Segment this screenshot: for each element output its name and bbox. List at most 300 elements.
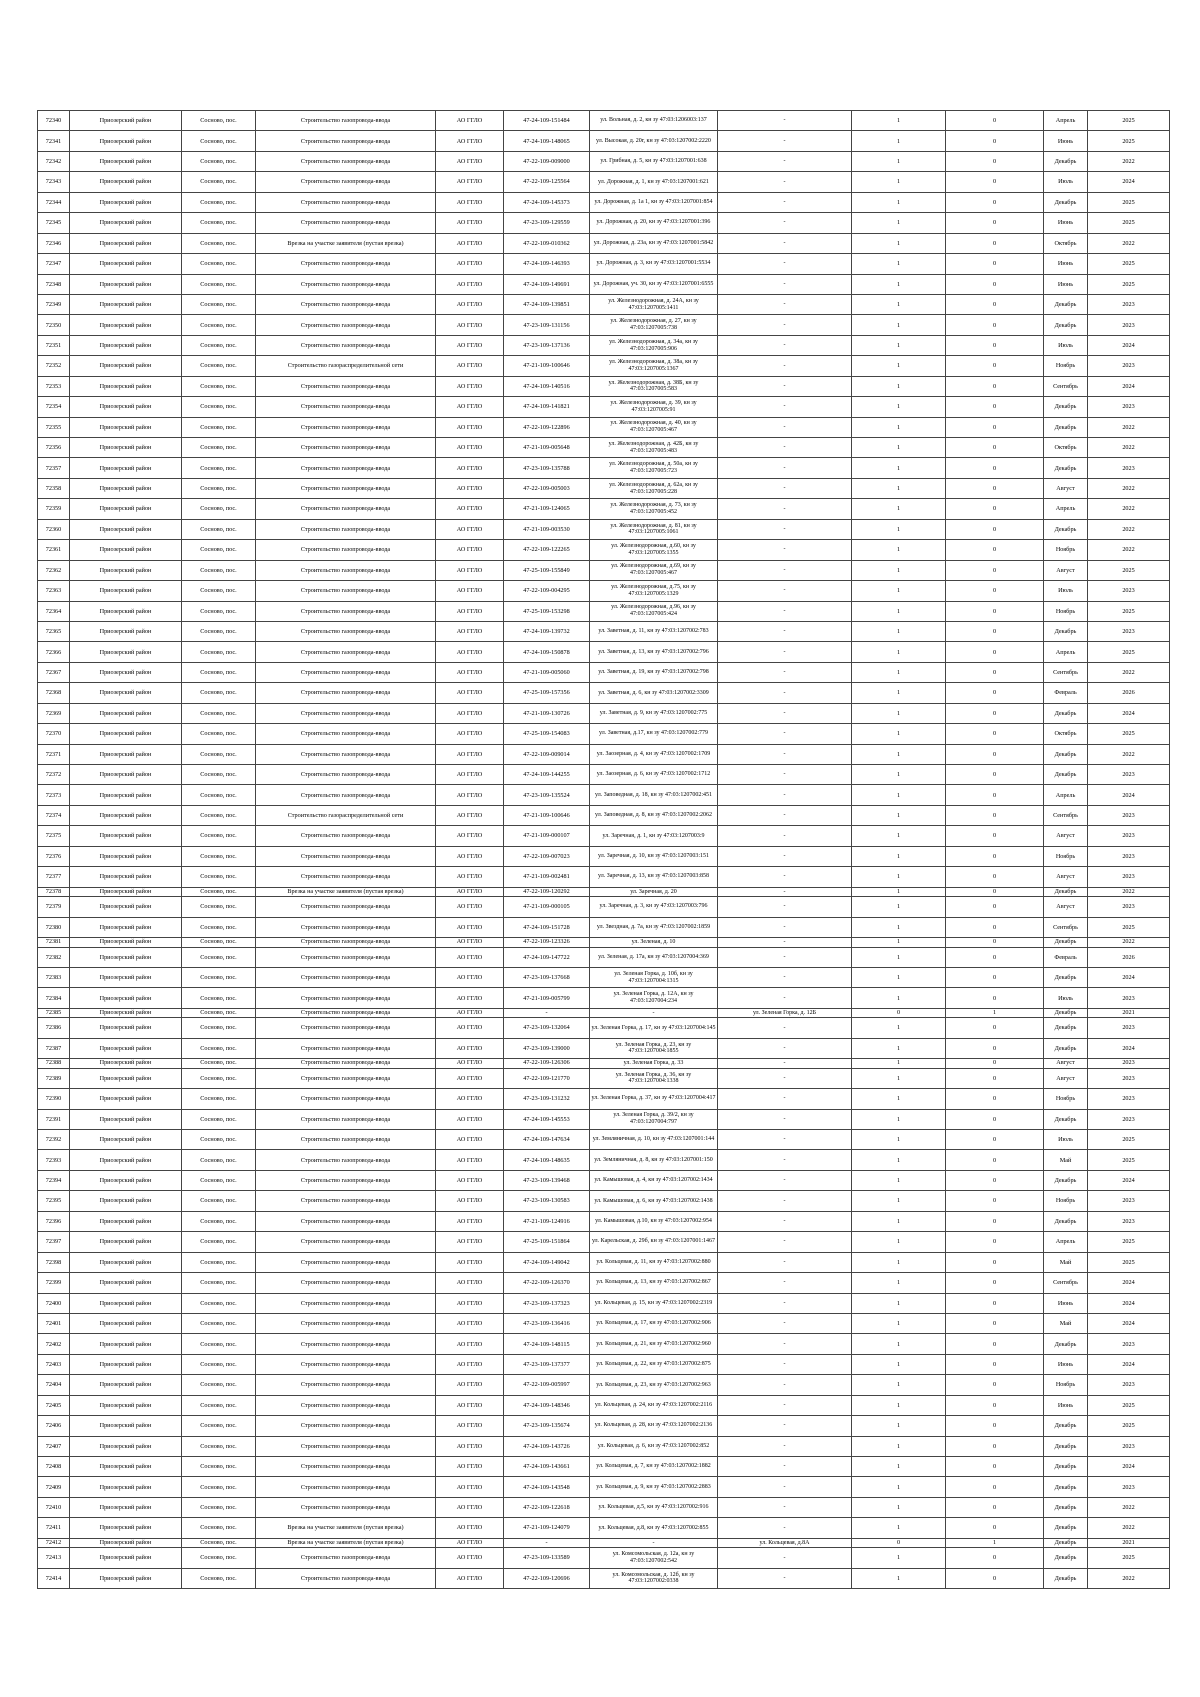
cell-address-alt: -	[718, 1089, 852, 1109]
cell-year: 2023	[1088, 805, 1170, 825]
cell-work-type: Строительство газопровода-ввода	[256, 1477, 436, 1497]
cell-year: 2025	[1088, 111, 1170, 131]
cell-month: Август	[1044, 478, 1088, 498]
cell-address-alt: -	[718, 1232, 852, 1252]
cell-address-cadastral: ул. Камышовая, д. 4, кн зу 47:03:1207002:1434	[590, 1170, 718, 1190]
cell-year: 2022	[1088, 499, 1170, 519]
cell-application-number: 47-25-109-157356	[504, 683, 590, 703]
cell-organization: АО ГГЛО	[436, 1150, 504, 1170]
cell-address-alt: -	[718, 1477, 852, 1497]
cell-record-id: 72354	[38, 397, 70, 417]
cell-count-b: 0	[946, 294, 1044, 314]
cell-settlement: Сосново, пос.	[182, 315, 256, 335]
cell-record-id: 72378	[38, 887, 70, 897]
cell-organization: АО ГГЛО	[436, 744, 504, 764]
cell-address-alt: -	[718, 1191, 852, 1211]
cell-month: Декабрь	[1044, 1548, 1088, 1568]
cell-settlement: Сосново, пос.	[182, 1150, 256, 1170]
cell-work-type: Строительство газопровода-ввода	[256, 397, 436, 417]
table-row	[38, 560, 1170, 580]
cell-application-number: 47-23-109-135674	[504, 1416, 590, 1436]
cell-year: 2022	[1088, 744, 1170, 764]
cell-settlement: Сосново, пос.	[182, 867, 256, 887]
cell-settlement: Сосново, пос.	[182, 417, 256, 437]
cell-work-type: Строительство газопровода-ввода	[256, 1568, 436, 1588]
cell-record-id: 72393	[38, 1150, 70, 1170]
cell-count-a: 1	[852, 805, 946, 825]
cell-count-b: 0	[946, 1457, 1044, 1477]
cell-district: Приозерский район	[70, 683, 182, 703]
cell-settlement: Сосново, пос.	[182, 1170, 256, 1190]
cell-month: Декабрь	[1044, 294, 1088, 314]
cell-settlement: Сосново, пос.	[182, 826, 256, 846]
cell-month: Июнь	[1044, 1354, 1088, 1374]
cell-record-id: 72347	[38, 254, 70, 274]
cell-organization: АО ГГЛО	[436, 887, 504, 897]
cell-count-a: 1	[852, 1059, 946, 1069]
cell-work-type: Строительство газопровода-ввода	[256, 1252, 436, 1272]
cell-count-a: 1	[852, 1334, 946, 1354]
cell-record-id: 72362	[38, 560, 70, 580]
table-row	[38, 356, 1170, 376]
cell-settlement: Сосново, пос.	[182, 1548, 256, 1568]
cell-district: Приозерский район	[70, 294, 182, 314]
cell-address-cadastral: ул. Железнодорожная, д. 81, кн зу 47:03:1207005:1061	[590, 519, 718, 539]
cell-organization: АО ГГЛО	[436, 1008, 504, 1018]
cell-month: Декабрь	[1044, 765, 1088, 785]
cell-year: 2023	[1088, 1375, 1170, 1395]
cell-work-type: Строительство газопровода-ввода	[256, 1018, 436, 1038]
cell-settlement: Сосново, пос.	[182, 356, 256, 376]
cell-address-cadastral: ул. Звездная, д. 7а, кн зу 47:03:1207002:1859	[590, 917, 718, 937]
cell-work-type: Строительство газопровода-ввода	[256, 867, 436, 887]
cell-district: Приозерский район	[70, 1354, 182, 1374]
cell-count-a: 1	[852, 1457, 946, 1477]
cell-record-id: 72360	[38, 519, 70, 539]
cell-district: Приозерский район	[70, 315, 182, 335]
cell-month: Ноябрь	[1044, 1375, 1088, 1395]
cell-address-alt: -	[718, 315, 852, 335]
cell-count-b: 0	[946, 1089, 1044, 1109]
cell-application-number: 47-25-109-155849	[504, 560, 590, 580]
cell-address-cadastral: ул. Дорожная, д. 3, кн зу 47:03:1207001:5534	[590, 254, 718, 274]
cell-organization: АО ГГЛО	[436, 1395, 504, 1415]
cell-address-cadastral: ул. Кольцевая, д. 7, кн зу 47:03:1207002:1882	[590, 1457, 718, 1477]
cell-month: Ноябрь	[1044, 601, 1088, 621]
cell-record-id: 72363	[38, 581, 70, 601]
cell-year: 2025	[1088, 213, 1170, 233]
cell-settlement: Сосново, пос.	[182, 1008, 256, 1018]
cell-year: 2025	[1088, 274, 1170, 294]
cell-month: Декабрь	[1044, 887, 1088, 897]
cell-application-number: 47-25-109-151864	[504, 1232, 590, 1252]
cell-settlement: Сосново, пос.	[182, 1416, 256, 1436]
cell-organization: АО ГГЛО	[436, 131, 504, 151]
cell-address-cadastral: ул. Железнодорожная, д. 39, кн зу 47:03:1207005:91	[590, 397, 718, 417]
cell-settlement: Сосново, пос.	[182, 642, 256, 662]
table-row	[38, 1150, 1170, 1170]
table-row	[38, 947, 1170, 967]
cell-organization: АО ГГЛО	[436, 1416, 504, 1436]
table-row	[38, 172, 1170, 192]
cell-count-a: 1	[852, 1150, 946, 1170]
cell-organization: АО ГГЛО	[436, 1130, 504, 1150]
cell-organization: АО ГГЛО	[436, 1436, 504, 1456]
cell-organization: АО ГГЛО	[436, 397, 504, 417]
cell-settlement: Сосново, пос.	[182, 1130, 256, 1150]
cell-count-a: 1	[852, 826, 946, 846]
table-row	[38, 417, 1170, 437]
cell-work-type: Строительство газопровода-ввода	[256, 1211, 436, 1231]
cell-address-cadastral: ул. Зеленая Горка, д. 10б, кн зу 47:03:1207004:1315	[590, 967, 718, 987]
cell-district: Приозерский район	[70, 1375, 182, 1395]
cell-district: Приозерский район	[70, 785, 182, 805]
cell-district: Приозерский район	[70, 1252, 182, 1272]
table-body	[38, 111, 1170, 1589]
cell-record-id: 72374	[38, 805, 70, 825]
cell-district: Приозерский район	[70, 805, 182, 825]
cell-application-number: 47-24-109-147634	[504, 1130, 590, 1150]
cell-month: Июнь	[1044, 213, 1088, 233]
cell-record-id: 72411	[38, 1518, 70, 1538]
cell-record-id: 72377	[38, 867, 70, 887]
cell-work-type: Строительство газопровода-ввода	[256, 621, 436, 641]
table-row	[38, 1477, 1170, 1497]
cell-count-a: 1	[852, 111, 946, 131]
table-row	[38, 519, 1170, 539]
cell-count-a: 1	[852, 642, 946, 662]
cell-month: Август	[1044, 1059, 1088, 1069]
cell-district: Приозерский район	[70, 213, 182, 233]
cell-year: 2024	[1088, 1313, 1170, 1333]
cell-district: Приозерский район	[70, 356, 182, 376]
cell-work-type: Строительство газопровода-ввода	[256, 1548, 436, 1568]
cell-application-number: 47-23-109-139468	[504, 1170, 590, 1190]
cell-address-cadastral: ул. Заповедная, д. 18, кн зу 47:03:1207002:451	[590, 785, 718, 805]
cell-organization: АО ГГЛО	[436, 642, 504, 662]
cell-organization: АО ГГЛО	[436, 1538, 504, 1548]
cell-record-id: 72379	[38, 897, 70, 917]
cell-record-id: 72396	[38, 1211, 70, 1231]
cell-record-id: 72346	[38, 233, 70, 253]
cell-count-a: 1	[852, 519, 946, 539]
table-row	[38, 846, 1170, 866]
cell-settlement: Сосново, пос.	[182, 1273, 256, 1293]
cell-district: Приозерский район	[70, 1008, 182, 1018]
cell-year: 2023	[1088, 1018, 1170, 1038]
cell-count-b: 0	[946, 1548, 1044, 1568]
cell-work-type: Строительство газопровода-ввода	[256, 1232, 436, 1252]
cell-organization: АО ГГЛО	[436, 478, 504, 498]
cell-application-number: 47-24-109-143661	[504, 1457, 590, 1477]
cell-application-number: 47-24-109-148115	[504, 1334, 590, 1354]
cell-record-id: 72414	[38, 1568, 70, 1588]
cell-application-number: 47-22-109-122265	[504, 540, 590, 560]
cell-count-a: 1	[852, 1170, 946, 1190]
cell-count-b: 0	[946, 172, 1044, 192]
cell-count-b: 0	[946, 438, 1044, 458]
cell-district: Приозерский район	[70, 724, 182, 744]
cell-address-cadastral: ул. Железнодорожная, д. 50а, кн зу 47:03:1207005:723	[590, 458, 718, 478]
cell-record-id: 72359	[38, 499, 70, 519]
cell-count-b: 0	[946, 1497, 1044, 1517]
table-row	[38, 1497, 1170, 1517]
cell-settlement: Сосново, пос.	[182, 172, 256, 192]
cell-year: 2026	[1088, 683, 1170, 703]
cell-work-type: Строительство газопровода-ввода	[256, 111, 436, 131]
cell-address-alt: -	[718, 233, 852, 253]
table-row	[38, 213, 1170, 233]
cell-organization: АО ГГЛО	[436, 826, 504, 846]
cell-organization: АО ГГЛО	[436, 1038, 504, 1058]
cell-district: Приозерский район	[70, 1018, 182, 1038]
cell-settlement: Сосново, пос.	[182, 938, 256, 948]
table-row	[38, 1457, 1170, 1477]
cell-month: Декабрь	[1044, 1497, 1088, 1517]
cell-month: Ноябрь	[1044, 1089, 1088, 1109]
cell-address-cadastral: ул. Зеленая Горка, д. 39/2, кн зу 47:03:1207004:797	[590, 1109, 718, 1129]
cell-work-type: Строительство газопровода-ввода	[256, 1416, 436, 1436]
cell-record-id: 72380	[38, 917, 70, 937]
cell-count-a: 1	[852, 765, 946, 785]
table-row	[38, 1059, 1170, 1069]
cell-count-a: 1	[852, 1191, 946, 1211]
cell-count-b: 0	[946, 1232, 1044, 1252]
cell-month: Май	[1044, 1252, 1088, 1272]
cell-address-cadastral: ул. Дорожная, уч. 30, кн зу 47:03:1207001:6555	[590, 274, 718, 294]
cell-record-id: 72357	[38, 458, 70, 478]
cell-count-b: 0	[946, 111, 1044, 131]
cell-count-a: 1	[852, 540, 946, 560]
cell-work-type: Строительство газопровода-ввода	[256, 683, 436, 703]
cell-count-b: 0	[946, 1038, 1044, 1058]
table-row	[38, 1395, 1170, 1415]
cell-organization: АО ГГЛО	[436, 1232, 504, 1252]
cell-organization: АО ГГЛО	[436, 1457, 504, 1477]
cell-work-type: Врезка на участке заявителя (пустая врезка)	[256, 233, 436, 253]
cell-record-id: 72356	[38, 438, 70, 458]
cell-record-id: 72367	[38, 662, 70, 682]
table-row	[38, 1130, 1170, 1150]
cell-district: Приозерский район	[70, 1334, 182, 1354]
cell-record-id: 72408	[38, 1457, 70, 1477]
cell-application-number: 47-23-109-135788	[504, 458, 590, 478]
cell-work-type: Строительство газопровода-ввода	[256, 1089, 436, 1109]
cell-record-id: 72402	[38, 1334, 70, 1354]
cell-count-a: 1	[852, 499, 946, 519]
table-row	[38, 438, 1170, 458]
cell-work-type: Строительство газопровода-ввода	[256, 1068, 436, 1088]
cell-address-alt: -	[718, 438, 852, 458]
cell-address-cadastral: ул. Камышовая, д. 6, кн зу 47:03:1207002:1438	[590, 1191, 718, 1211]
cell-settlement: Сосново, пос.	[182, 1538, 256, 1548]
cell-year: 2022	[1088, 938, 1170, 948]
cell-address-alt: -	[718, 192, 852, 212]
cell-district: Приозерский район	[70, 1497, 182, 1517]
table-row	[38, 1089, 1170, 1109]
cell-month: Июль	[1044, 335, 1088, 355]
cell-application-number: 47-21-109-003530	[504, 519, 590, 539]
cell-work-type: Строительство газопровода-ввода	[256, 601, 436, 621]
table-row	[38, 1538, 1170, 1548]
cell-month: Октябрь	[1044, 724, 1088, 744]
cell-settlement: Сосново, пос.	[182, 601, 256, 621]
cell-record-id: 72365	[38, 621, 70, 641]
cell-address-alt: -	[718, 744, 852, 764]
cell-work-type: Врезка на участке заявителя (пустая врезка)	[256, 1518, 436, 1538]
cell-application-number: 47-23-109-137377	[504, 1354, 590, 1374]
cell-address-cadastral: ул. Железнодорожная, д. 40, кн зу 47:03:1207005:467	[590, 417, 718, 437]
cell-count-b: 0	[946, 1568, 1044, 1588]
cell-address-alt: -	[718, 499, 852, 519]
cell-record-id: 72399	[38, 1273, 70, 1293]
cell-settlement: Сосново, пос.	[182, 1252, 256, 1272]
cell-district: Приозерский район	[70, 397, 182, 417]
cell-organization: АО ГГЛО	[436, 1477, 504, 1497]
cell-month: Декабрь	[1044, 458, 1088, 478]
cell-year: 2024	[1088, 1038, 1170, 1058]
cell-count-a: 1	[852, 988, 946, 1008]
cell-count-b: 0	[946, 581, 1044, 601]
cell-address-alt: -	[718, 335, 852, 355]
cell-application-number: 47-21-109-124079	[504, 1518, 590, 1538]
cell-year: 2026	[1088, 947, 1170, 967]
cell-record-id: 72369	[38, 703, 70, 723]
cell-district: Приозерский район	[70, 744, 182, 764]
cell-address-cadastral: ул. Заозерная, д. 6, кн зу 47:03:1207002:1712	[590, 765, 718, 785]
cell-organization: АО ГГЛО	[436, 438, 504, 458]
cell-application-number: 47-22-109-005003	[504, 478, 590, 498]
cell-year: 2023	[1088, 1211, 1170, 1231]
table-row	[38, 988, 1170, 1008]
cell-work-type: Строительство газопровода-ввода	[256, 519, 436, 539]
cell-month: Декабрь	[1044, 192, 1088, 212]
cell-address-alt: -	[718, 111, 852, 131]
cell-organization: АО ГГЛО	[436, 315, 504, 335]
cell-count-b: 0	[946, 601, 1044, 621]
cell-count-a: 1	[852, 1130, 946, 1150]
cell-address-alt: -	[718, 642, 852, 662]
cell-settlement: Сосново, пос.	[182, 1457, 256, 1477]
cell-count-b: 0	[946, 254, 1044, 274]
cell-district: Приозерский район	[70, 621, 182, 641]
cell-address-cadastral: ул. Зеленая Горка, д. 12А, кн зу 47:03:1207004:234	[590, 988, 718, 1008]
cell-count-b: 0	[946, 213, 1044, 233]
cell-count-a: 1	[852, 1211, 946, 1231]
cell-district: Приозерский район	[70, 1130, 182, 1150]
cell-application-number: 47-22-109-120292	[504, 887, 590, 897]
cell-application-number: 47-21-109-124065	[504, 499, 590, 519]
cell-address-alt: -	[718, 988, 852, 1008]
cell-district: Приозерский район	[70, 417, 182, 437]
cell-district: Приозерский район	[70, 703, 182, 723]
cell-address-cadastral: ул. Железнодорожная, д. 42Б, кн зу 47:03:1207005:483	[590, 438, 718, 458]
cell-work-type: Строительство газопровода-ввода	[256, 1436, 436, 1456]
cell-month: Декабрь	[1044, 967, 1088, 987]
cell-address-alt: -	[718, 478, 852, 498]
cell-count-a: 1	[852, 1518, 946, 1538]
cell-count-a: 1	[852, 938, 946, 948]
cell-month: Август	[1044, 560, 1088, 580]
cell-application-number: 47-22-109-126306	[504, 1059, 590, 1069]
cell-organization: АО ГГЛО	[436, 947, 504, 967]
cell-address-alt: -	[718, 254, 852, 274]
cell-year: 2024	[1088, 1273, 1170, 1293]
cell-application-number: 47-23-109-136416	[504, 1313, 590, 1333]
cell-organization: АО ГГЛО	[436, 703, 504, 723]
cell-count-b: 0	[946, 458, 1044, 478]
cell-count-b: 0	[946, 131, 1044, 151]
cell-record-id: 72395	[38, 1191, 70, 1211]
cell-record-id: 72390	[38, 1089, 70, 1109]
cell-address-cadastral: ул. Дорожная, д. 23а, кн зу 47:03:1207001:5842	[590, 233, 718, 253]
cell-settlement: Сосново, пос.	[182, 397, 256, 417]
cell-district: Приозерский район	[70, 938, 182, 948]
table-row	[38, 540, 1170, 560]
cell-application-number: 47-23-109-133589	[504, 1548, 590, 1568]
cell-month: Сентябрь	[1044, 1273, 1088, 1293]
cell-count-a: 0	[852, 1538, 946, 1548]
cell-work-type: Строительство газопровода-ввода	[256, 560, 436, 580]
cell-settlement: Сосново, пос.	[182, 151, 256, 171]
table-row	[38, 581, 1170, 601]
cell-settlement: Сосново, пос.	[182, 1436, 256, 1456]
cell-address-alt: -	[718, 417, 852, 437]
cell-organization: АО ГГЛО	[436, 581, 504, 601]
cell-work-type: Строительство газопровода-ввода	[256, 499, 436, 519]
cell-year: 2024	[1088, 1354, 1170, 1374]
cell-year: 2025	[1088, 1150, 1170, 1170]
table-row	[38, 621, 1170, 641]
cell-address-alt: ул. Зеленая Горка, д. 12Б	[718, 1008, 852, 1018]
cell-year: 2023	[1088, 581, 1170, 601]
cell-record-id: 72352	[38, 356, 70, 376]
cell-settlement: Сосново, пос.	[182, 1518, 256, 1538]
cell-district: Приозерский район	[70, 1518, 182, 1538]
cell-work-type: Строительство газопровода-ввода	[256, 1059, 436, 1069]
cell-address-cadastral: ул. Кольцевая, д. 6, кн зу 47:03:1207002:852	[590, 1436, 718, 1456]
cell-address-alt: -	[718, 1059, 852, 1069]
table-row	[38, 785, 1170, 805]
cell-work-type: Строительство газопровода-ввода	[256, 703, 436, 723]
cell-address-alt: -	[718, 1211, 852, 1231]
cell-count-b: 0	[946, 1130, 1044, 1150]
cell-record-id: 72344	[38, 192, 70, 212]
cell-settlement: Сосново, пос.	[182, 988, 256, 1008]
cell-application-number: 47-23-109-137136	[504, 335, 590, 355]
cell-settlement: Сосново, пос.	[182, 192, 256, 212]
table-row	[38, 376, 1170, 396]
cell-district: Приозерский район	[70, 917, 182, 937]
cell-organization: АО ГГЛО	[436, 785, 504, 805]
cell-application-number: 47-23-109-137323	[504, 1293, 590, 1313]
cell-count-a: 1	[852, 785, 946, 805]
cell-work-type: Строительство газопровода-ввода	[256, 1109, 436, 1129]
cell-count-b: 0	[946, 1293, 1044, 1313]
cell-count-b: 0	[946, 1068, 1044, 1088]
cell-count-a: 1	[852, 335, 946, 355]
cell-month: Декабрь	[1044, 1477, 1088, 1497]
table-row	[38, 1273, 1170, 1293]
cell-settlement: Сосново, пос.	[182, 1038, 256, 1058]
table-row	[38, 151, 1170, 171]
cell-district: Приозерский район	[70, 1109, 182, 1129]
cell-address-cadastral: ул. Железнодорожная, д. 34а, кн зу 47:03:1207005:906	[590, 335, 718, 355]
cell-count-b: 0	[946, 867, 1044, 887]
cell-count-a: 1	[852, 1436, 946, 1456]
cell-month: Октябрь	[1044, 233, 1088, 253]
cell-district: Приозерский район	[70, 111, 182, 131]
